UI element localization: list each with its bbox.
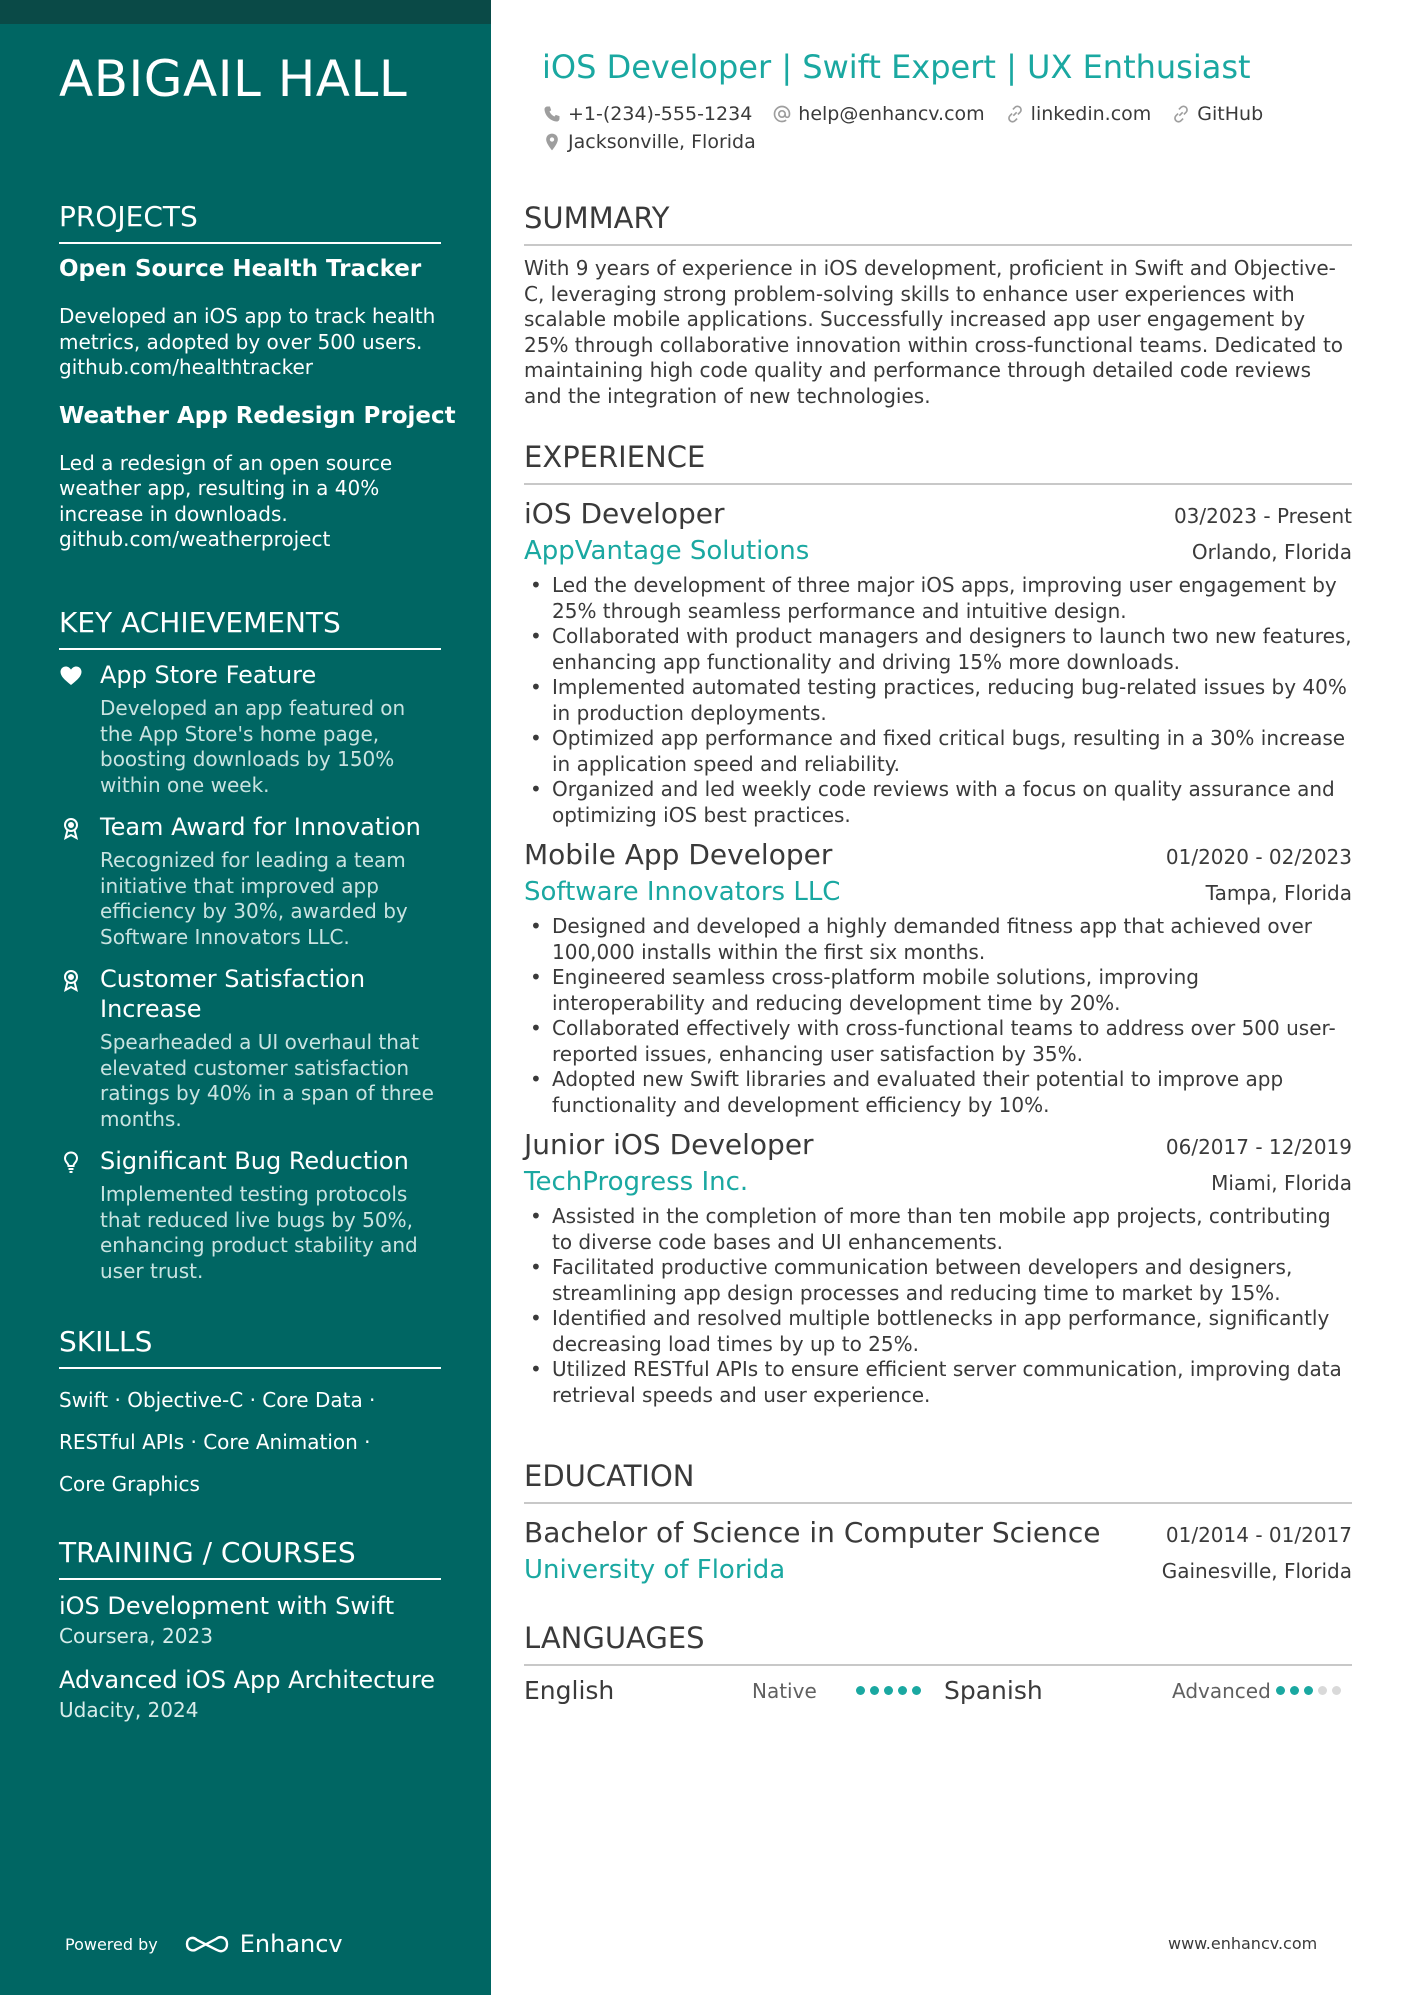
summary-text: With 9 years of experience in iOS development, proficient in Swift and Objective-C, leveraging strong problem-solving skills to enhance user experiences with scalable mobile applications. Successfully increased app user engagement by 25% through collaborative innovation within cross-functional teams. Dedicated to maintaining high code quality and performance through detailed code reviews and the integration of new technologies. bbox=[524, 256, 1344, 408]
job-location: Miami, Florida bbox=[1211, 1171, 1352, 1195]
course-provider: Coursera, 2023 bbox=[59, 1624, 213, 1648]
job-bullet: • Implemented automated testing practices, reducing bug-related issues by 40% in production deployments. bbox=[524, 675, 1352, 726]
job-bullet: • Collaborated effectively with cross-functional teams to address over 500 user-reported issues, enhancing user satisfaction by 35%. bbox=[524, 1016, 1352, 1067]
summary-title: SUMMARY bbox=[524, 200, 1352, 246]
achievement-title: Customer Satisfaction Increase bbox=[100, 965, 366, 1023]
project-title: Open Source Health Tracker bbox=[59, 256, 422, 282]
job-entry bbox=[524, 495, 1352, 828]
contact-phone[interactable] bbox=[542, 103, 752, 125]
job-bullet: • Assisted in the completion of more than ten mobile app projects, contributing to diverse code bases and UI enhancements. bbox=[524, 1204, 1352, 1255]
job-location: Tampa, Florida bbox=[1205, 881, 1352, 905]
language-item bbox=[524, 1676, 944, 1705]
skills-list bbox=[59, 1379, 441, 1505]
phone-icon bbox=[542, 104, 562, 124]
heart-icon bbox=[59, 664, 83, 688]
award-icon bbox=[59, 968, 83, 992]
powered-by-label: Powered by bbox=[65, 1934, 158, 1954]
contact-github[interactable] bbox=[1171, 103, 1263, 125]
rating-dot-filled bbox=[870, 1686, 879, 1695]
job-title: Junior iOS Developer bbox=[524, 1128, 814, 1161]
enhancv-logo-icon bbox=[184, 1932, 230, 1956]
job-bullet: • Organized and led weekly code reviews with a focus on quality assurance and optimizing iOS best practices. bbox=[524, 777, 1352, 828]
job-bullet: • Adopted new Swift libraries and evaluated their potential to improve app functionality and development efficiency by 10%. bbox=[524, 1067, 1352, 1118]
job-title: Mobile App Developer bbox=[524, 838, 833, 871]
phone-text: +1-(234)-555-1234 bbox=[568, 103, 753, 125]
company-name: Software Innovators LLC bbox=[524, 877, 841, 907]
linkedin-text: linkedin.com bbox=[1030, 103, 1152, 125]
skills-title: SKILLS bbox=[59, 1325, 441, 1369]
project-item bbox=[59, 401, 456, 553]
project-description: Developed an iOS app to track health metrics, adopted by over 500 users. github.com/healthtracker bbox=[59, 304, 436, 379]
rating-dot-filled bbox=[898, 1686, 907, 1695]
training-section bbox=[59, 1536, 441, 1738]
training-title: TRAINING / COURSES bbox=[59, 1536, 441, 1580]
achievement-item bbox=[59, 660, 441, 798]
language-name: English bbox=[524, 1676, 615, 1705]
experience-title: EXPERIENCE bbox=[524, 439, 1352, 485]
achievements-section bbox=[59, 606, 441, 1298]
languages-title: LANGUAGES bbox=[524, 1620, 1352, 1666]
at-icon bbox=[772, 104, 792, 124]
job-bullet: • Led the development of three major iOS apps, improving user engagement by 25% through seamless performance and intuitive design. bbox=[524, 573, 1352, 624]
job-bullet: • Facilitated productive communication between developers and designers, streamlining app design processes and reducing time to market by 15%. bbox=[524, 1255, 1352, 1306]
achievement-title: App Store Feature bbox=[100, 661, 317, 689]
language-name: Spanish bbox=[944, 1676, 1043, 1705]
enhancv-brand-name: Enhancv bbox=[239, 1930, 343, 1958]
contact-location bbox=[542, 131, 756, 153]
job-title: iOS Developer bbox=[524, 497, 725, 530]
rating-dot-empty bbox=[1332, 1686, 1341, 1695]
rating-dot-filled bbox=[1276, 1686, 1285, 1695]
course-provider: Udacity, 2024 bbox=[59, 1698, 199, 1722]
contact-email[interactable] bbox=[772, 103, 984, 125]
link-icon bbox=[1005, 104, 1025, 124]
course-item bbox=[59, 1664, 441, 1724]
project-description: Led a redesign of an open source weather app, resulting in a 40% increase in downloads. github.com/weatherproject bbox=[59, 450, 393, 551]
language-level: Advanced bbox=[1172, 1678, 1271, 1703]
location-pin-icon bbox=[542, 132, 562, 152]
website-link[interactable]: www.enhancv.com bbox=[1168, 1934, 1318, 1953]
degree-name: Bachelor of Science in Computer Science bbox=[524, 1516, 1101, 1549]
rating-dot-filled bbox=[1304, 1686, 1313, 1695]
achievement-description: Spearheaded a UI overhaul that elevated customer satisfaction ratings by 40% in a span of three months. bbox=[100, 1030, 434, 1131]
achievement-item bbox=[59, 964, 441, 1132]
rating-dot-filled bbox=[856, 1686, 865, 1695]
projects-title: PROJECTS bbox=[59, 200, 441, 244]
headline: iOS Developer | Swift Expert | UX Enthusiast bbox=[542, 48, 1251, 86]
sidebar bbox=[0, 0, 491, 1995]
achievement-title: Team Award for Innovation bbox=[100, 813, 421, 841]
rating-dot-empty bbox=[1318, 1686, 1327, 1695]
job-bullet: • Utilized RESTful APIs to ensure efficient server communication, improving data retrieval speeds and user experience. bbox=[524, 1357, 1352, 1408]
summary-section bbox=[524, 200, 1352, 409]
job-bullets bbox=[524, 573, 1352, 828]
languages-section bbox=[524, 1620, 1352, 1705]
github-text: GitHub bbox=[1197, 103, 1264, 125]
location-text: Jacksonville, Florida bbox=[568, 131, 756, 153]
experience-section bbox=[524, 439, 1352, 1416]
candidate-name: ABIGAIL HALL bbox=[59, 50, 408, 108]
job-entry bbox=[524, 1126, 1352, 1408]
skills-section bbox=[59, 1325, 441, 1505]
job-bullet: • Designed and developed a highly demanded fitness app that achieved over 100,000 installs within the first six months. bbox=[524, 914, 1352, 965]
course-item bbox=[59, 1590, 441, 1650]
achievements-title: KEY ACHIEVEMENTS bbox=[59, 606, 441, 650]
enhancv-logo[interactable] bbox=[184, 1930, 343, 1958]
job-bullet: • Engineered seamless cross-platform mobile solutions, improving interoperability and reducing development time by 20%. bbox=[524, 965, 1352, 1016]
job-date: 06/2017 - 12/2019 bbox=[1165, 1135, 1352, 1159]
contact-linkedin[interactable] bbox=[1005, 103, 1152, 125]
job-bullets bbox=[524, 914, 1352, 1118]
achievement-description: Developed an app featured on the App Store's home page, boosting downloads by 150% within one week. bbox=[100, 696, 406, 797]
sidebar-top-bar bbox=[0, 0, 491, 24]
course-title: iOS Development with Swift bbox=[59, 1592, 395, 1620]
email-text: help@enhancv.com bbox=[798, 103, 985, 125]
education-title: EDUCATION bbox=[524, 1458, 1352, 1504]
school-name: University of Florida bbox=[524, 1555, 786, 1585]
job-entry bbox=[524, 836, 1352, 1118]
project-item bbox=[59, 254, 441, 381]
job-location: Orlando, Florida bbox=[1191, 540, 1352, 564]
main-content bbox=[524, 0, 1352, 1995]
achievement-title: Significant Bug Reduction bbox=[100, 1147, 409, 1175]
contact-info bbox=[542, 100, 1342, 156]
rating-dot-filled bbox=[912, 1686, 921, 1695]
project-title: Weather App Redesign Project bbox=[59, 402, 456, 429]
job-bullet: • Optimized app performance and fixed critical bugs, resulting in a 30% increase in application speed and reliability. bbox=[524, 726, 1352, 777]
job-bullet: • Collaborated with product managers and designers to launch two new features, enhancing app functionality and driving 15% more downloads. bbox=[524, 624, 1352, 675]
achievement-description: Recognized for leading a team initiative that improved app efficiency by 30%, awarded by Software Innovators LLC. bbox=[100, 848, 408, 949]
job-bullet: • Identified and resolved multiple bottlenecks in app performance, significantly decreasing load times by up to 25%. bbox=[524, 1306, 1352, 1357]
link-icon bbox=[1171, 104, 1191, 124]
projects-section bbox=[59, 200, 456, 573]
award-icon bbox=[59, 816, 83, 840]
course-title: Advanced iOS App Architecture bbox=[59, 1666, 436, 1694]
achievement-description: Implemented testing protocols that reduced live bugs by 50%, enhancing product stability and user trust. bbox=[100, 1182, 418, 1283]
language-level: Native bbox=[752, 1678, 817, 1703]
rating-dot-filled bbox=[1290, 1686, 1299, 1695]
lightbulb-icon bbox=[59, 1150, 83, 1174]
skills-line: RESTful APIs · Core Animation · bbox=[59, 1430, 371, 1454]
skills-line: Swift · Objective-C · Core Data · bbox=[59, 1388, 376, 1412]
company-name: TechProgress Inc. bbox=[524, 1167, 749, 1197]
powered-by bbox=[65, 1930, 343, 1958]
job-date: 01/2020 - 02/2023 bbox=[1165, 845, 1352, 869]
language-rating bbox=[856, 1686, 921, 1695]
achievement-item bbox=[59, 812, 441, 950]
skills-line: Core Graphics bbox=[59, 1472, 200, 1496]
language-item bbox=[944, 1676, 1352, 1705]
achievement-item bbox=[59, 1146, 441, 1284]
education-location: Gainesville, Florida bbox=[1161, 1559, 1352, 1583]
language-rating bbox=[1276, 1686, 1341, 1695]
job-date: 03/2023 - Present bbox=[1173, 504, 1352, 528]
education-section bbox=[524, 1458, 1352, 1588]
education-date: 01/2014 - 01/2017 bbox=[1165, 1523, 1352, 1547]
company-name: AppVantage Solutions bbox=[524, 536, 810, 566]
job-bullets bbox=[524, 1204, 1352, 1408]
rating-dot-filled bbox=[884, 1686, 893, 1695]
